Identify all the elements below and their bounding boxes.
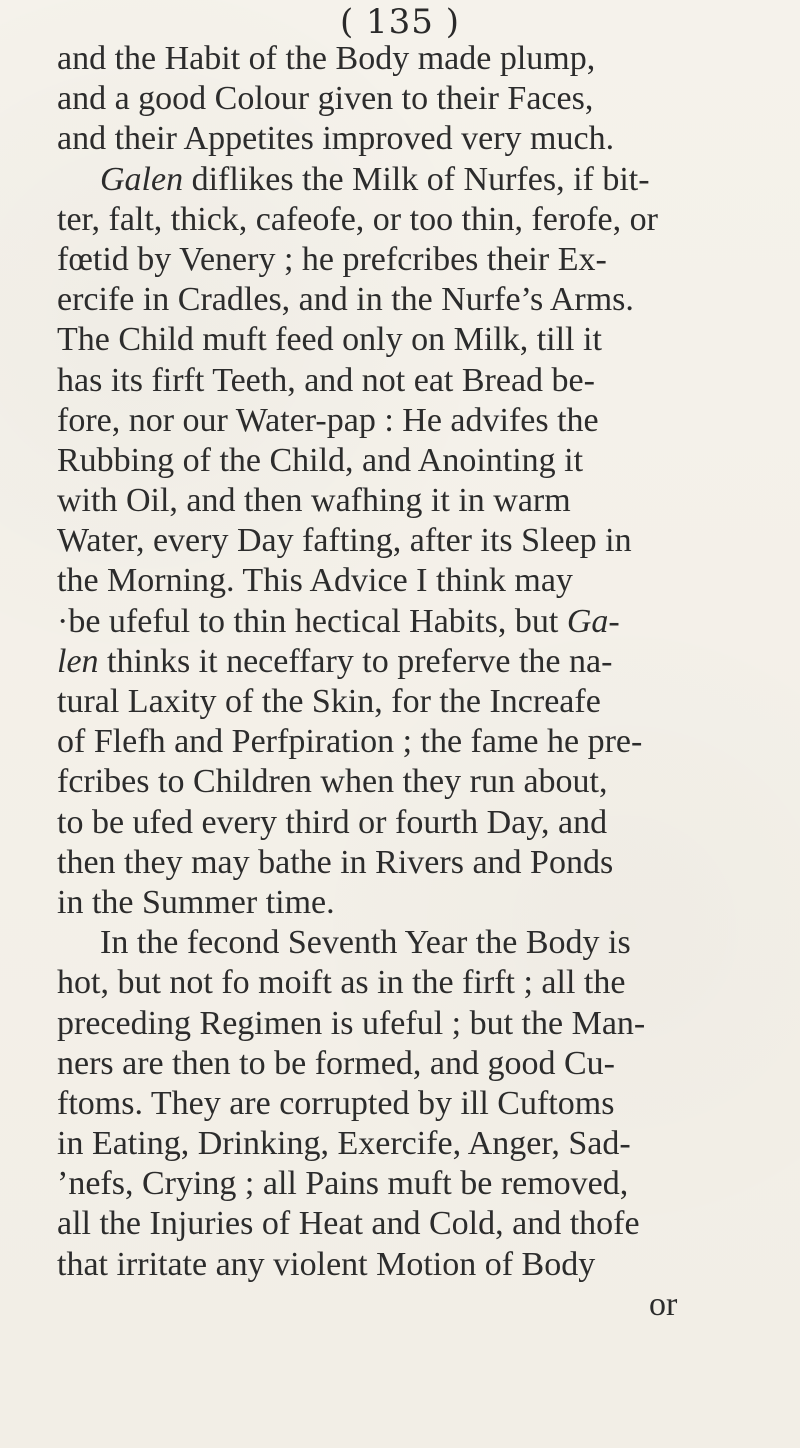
text-line-2: and a good Colour given to their Faces,: [57, 80, 594, 118]
text-line-9: has its firft Teeth, and not eat Bread be-: [57, 361, 595, 399]
text-line-15: [57, 602, 757, 642]
text-line-4: [57, 160, 757, 200]
text-line-17: tural Laxity of the Skin, for the Increafe: [57, 683, 601, 720]
text-line-22: in the Summer time.: [57, 883, 335, 921]
text-line-16: [57, 642, 757, 682]
text-line-31: that irritate any violent Motion of Body: [57, 1245, 596, 1283]
italic-name-galen-end: len: [57, 642, 99, 680]
text-line-7: ercife in Cradles, and in the Nurfe’s Arms.: [57, 281, 634, 319]
text-line-4-rest: diflikes the Milk of Nurfes, if bit-: [183, 160, 650, 198]
text-line-12: with Oil, and then wafhing it in warm: [57, 482, 571, 520]
text-line-21: then they may bathe in Rivers and Ponds: [57, 843, 614, 881]
text-line-18: of Flefh and Perfpiration ; the fame he pre-: [57, 723, 643, 761]
text-line-26: ners are then to be formed, and good Cu-: [57, 1044, 615, 1082]
text-line-3: and their Appetites improved very much.: [57, 120, 615, 158]
italic-name-galen-start: Ga-: [566, 602, 620, 640]
text-line-30: all the Injuries of Heat and Cold, and thofe: [57, 1205, 640, 1243]
text-line-13: Water, every Day fafting, after its Sleep in: [57, 522, 632, 560]
text-line-20: to be ufed every third or fourth Day, and: [57, 803, 608, 841]
text-line-10: fore, nor our Water-pap : He advifes the: [57, 401, 599, 439]
text-line-27: ftoms. They are corrupted by ill Cuftoms: [57, 1084, 615, 1122]
body-text: [57, 39, 757, 1325]
text-line-5: ter, falt, thick, cafeofe, or too thin, ferofe, or: [57, 200, 658, 238]
catchword: or: [649, 1285, 678, 1323]
text-line-28: in Eating, Drinking, Exercife, Anger, Sad-: [57, 1125, 631, 1163]
text-line-6: fœtid by Venery ; he prefcribes their Ex-: [57, 240, 607, 278]
text-line-11: Rubbing of the Child, and Anointing it: [57, 441, 584, 479]
page-number: ( 135 ): [339, 2, 461, 42]
text-line-14: the Morning. This Advice I think may: [57, 562, 573, 600]
italic-name-galen: Galen: [100, 160, 184, 198]
text-line-19: fcribes to Children when they run about,: [57, 763, 608, 801]
text-line-29: ’nefs, Crying ; all Pains muft be removed,: [57, 1165, 629, 1203]
text-line-15-start: ·be ufeful to thin he‍ctical Habits, but: [57, 602, 567, 640]
text-line-16-rest: thinks it neceffary to preferve the na-: [98, 642, 613, 680]
text-line-23: In the fecond Seventh Year the Body is: [100, 924, 631, 962]
text-line-8: The Child muft feed only on Milk, till it: [57, 321, 602, 359]
text-line-24: hot, but not fo moift as in the firft ; all the: [57, 964, 626, 1002]
text-line-1: and the Habit of the Body made plump,: [57, 40, 596, 77]
text-line-25: preceding Regimen is ufeful ; but the Man-: [57, 1004, 646, 1042]
